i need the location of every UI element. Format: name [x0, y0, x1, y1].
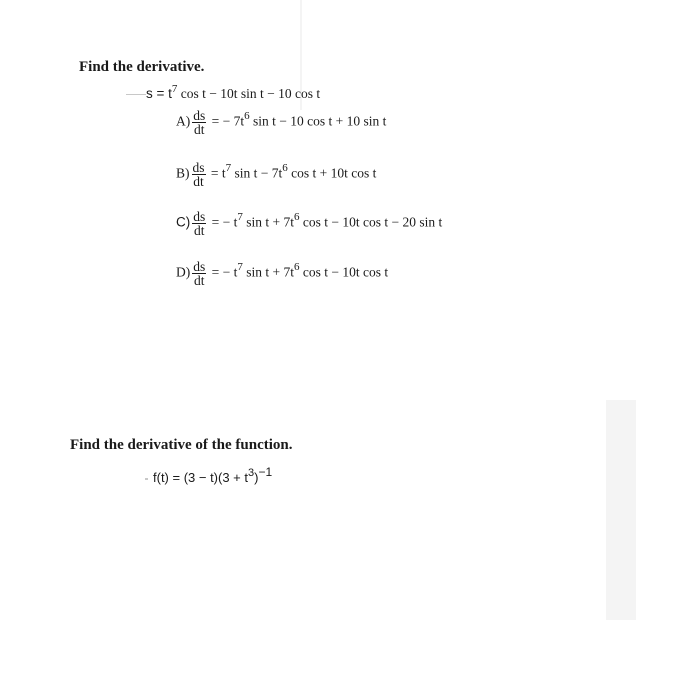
option-b-numerator: ds [192, 160, 205, 175]
option-b-fraction [192, 161, 206, 188]
q2-function-part2: ) [254, 470, 259, 485]
option-d-letter: D) [176, 264, 191, 280]
q1-function-rest: cos t − 10t sin t − 10 cos t [177, 86, 321, 101]
q1-function-exp: 7 [171, 82, 178, 95]
option-c-part1: = − t [208, 214, 238, 230]
option-b-exp2: 6 [282, 162, 288, 175]
q1-heading: Find the derivative. [79, 59, 205, 75]
option-c-letter: C) [176, 214, 191, 230]
option-d-part1: = − t [208, 264, 238, 280]
option-c-exp1: 7 [237, 211, 243, 224]
option-c-part2: sin t + 7t [242, 214, 294, 230]
q2-function-part1: f(t) = (3 − t)(3 + t [153, 470, 248, 485]
q2-function [145, 464, 273, 485]
option-d-exp1: 7 [237, 261, 243, 274]
q1-function-lhs: s = t [146, 86, 172, 101]
option-d-exp2: 6 [294, 261, 300, 274]
scan-mark [126, 94, 146, 95]
option-d [176, 260, 388, 287]
option-d-denominator: dt [194, 273, 205, 288]
option-c [176, 210, 442, 237]
option-b-part1: = t [207, 165, 226, 181]
scan-shadow-right [606, 400, 636, 620]
option-a-part2: sin t − 10 cos t + 10 sin t [249, 113, 387, 129]
option-b-part3: cos t + 10t cos t [287, 165, 377, 181]
option-a-fraction [192, 109, 206, 136]
option-c-fraction [192, 210, 206, 237]
option-c-denominator: dt [194, 223, 205, 238]
option-a-letter: A) [176, 113, 191, 129]
option-a [176, 109, 386, 136]
q2-function-exp2: −1 [258, 464, 273, 479]
option-a-denominator: dt [194, 122, 205, 137]
option-c-part3: cos t − 10t cos t − 20 sin t [299, 214, 443, 230]
option-a-part1: = − 7t [208, 113, 245, 129]
option-d-part3: cos t − 10t cos t [299, 264, 389, 280]
q2-function-exp1: 3 [248, 466, 255, 479]
option-b-denominator: dt [193, 174, 204, 189]
q1-function [126, 82, 321, 102]
option-b-letter: B) [176, 165, 190, 181]
q2-heading: Find the derivative of the function. [70, 437, 293, 453]
option-b [176, 161, 376, 188]
option-a-numerator: ds [193, 108, 206, 123]
option-c-exp2: 6 [294, 211, 300, 224]
option-d-part2: sin t + 7t [242, 264, 294, 280]
scan-mark-small [145, 478, 148, 480]
option-b-part2: sin t − 7t [231, 165, 283, 181]
option-a-exp1: 6 [244, 110, 250, 123]
option-c-numerator: ds [193, 209, 206, 224]
option-d-numerator: ds [193, 259, 206, 274]
option-b-exp1: 7 [225, 162, 232, 175]
option-d-fraction [192, 260, 206, 287]
